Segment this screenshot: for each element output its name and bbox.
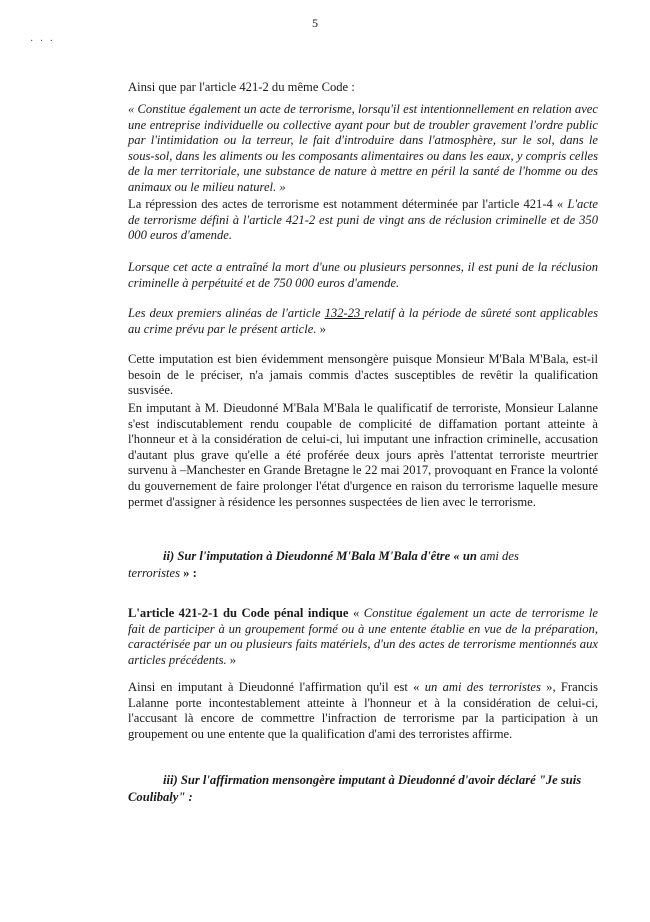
paragraph-repression <box>128 197 598 244</box>
heading-ii-italic-2: terroristes <box>128 566 181 580</box>
repression-quote: L'acte de terrorisme défini à l'article 421-2 est puni de vingt ans de réclusion criminelle et de 350 000 euros d'amende. <box>128 197 598 243</box>
heading-ii-italic: ami des <box>480 549 519 563</box>
intro-line: Ainsi que par l'article 421-2 du même Code : <box>128 80 355 94</box>
margin-marks: · · · <box>30 36 55 47</box>
paragraph-surete <box>128 306 598 337</box>
paragraph-ami-des-terroristes <box>128 680 598 742</box>
ami-text-b: », Francis Lalanne porte incontestablement atteinte à l'honneur et à la considération de celui-ci, l'accusant là encore de commettre l'infraction de terrorisme par la participation à un groupement ou une entente que la qualification d'ami des terroristes affirme. <box>128 680 598 741</box>
article-132-23-link[interactable]: 132-23 <box>324 306 365 320</box>
heading-iii-italic-2: Coulibaly <box>128 790 179 804</box>
article-421-2-1-open: « <box>352 606 364 620</box>
article-421-2-1-close: » <box>226 652 237 667</box>
ami-text-a: Ainsi en imputant à Dieudonné l'affirmation qu'il est « <box>128 680 425 694</box>
heading-section-ii <box>163 549 603 565</box>
heading-section-ii-line2 <box>128 566 598 582</box>
page-number: 5 <box>312 16 318 30</box>
article-421-2-1-quote: Constitue également un acte de terrorisme le fait de participer à un groupement formé ou à une entente établie en vue de la préparation, caractérisée par un ou plusieurs faits matériels, d'un des actes de terrorisme mentionnés aux articles précédents. <box>128 606 598 667</box>
paragraph-lalanne: En imputant à M. Dieudonné M'Bala M'Bala le qualificatif de terroriste, Monsieur Lalanne s'est indiscutablement rendu coupable de complicité de diffamation portant atteinte à l'honneur et à la considération de celui-ci, lui imputant une infraction criminelle, accusation d'autant plus grave qu'elle a été proférée deux jours après l'attentat terroriste meurtrier survenu à –Manchester en Grande Bretagne le 22 mai 2017, provoquant en France la volonté du gouvernement de faire prolonger l'état d'urgence en raison du terrorisme laquelle mesure permet d'assigner à résidence les personnes suspectées de lien avec le terrorisme. <box>128 401 598 509</box>
surete-close: » <box>316 321 326 336</box>
heading-iii-end: " : <box>178 790 193 804</box>
heading-ii-text: ii) Sur l'imputation à Dieudonné M'Bala M'Bala d'être « un <box>163 549 481 563</box>
repression-text: La répression des actes de terrorisme est notamment déterminée par l'article 421-4 « <box>128 197 568 211</box>
heading-section-iii-line2 <box>128 790 598 806</box>
surete-text-b: relatif à la période de sûreté sont applicables au crime prévu par le présent article. <box>128 306 599 336</box>
heading-ii-line1 <box>163 549 603 565</box>
heading-section-iii <box>163 773 603 789</box>
heading-ii-end: » : <box>180 566 197 580</box>
article-421-2-1-label: L'article 421-2-1 du Code pénal indique <box>128 606 353 620</box>
surete-text-a: Les deux premiers alinéas de l'article <box>128 306 325 320</box>
heading-iii-text: iii) Sur l'affirmation mensongère imputant à Dieudonné d'avoir déclaré " <box>163 773 546 787</box>
paragraph-article-421-2-1 <box>128 606 598 668</box>
paragraph-death-penalty: Lorsque cet acte a entraîné la mort d'une ou plusieurs personnes, il est puni de la réclusion criminelle à perpétuité et de 750 000 euros d'amende. <box>128 260 598 290</box>
ami-italic: un ami des terroristes <box>424 680 541 694</box>
paragraph-imputation: Cette imputation est bien évidemment mensongère puisque Monsieur M'Bala M'Bala, est-il besoin de le préciser, n'a jamais commis d'actes susceptibles de revêtir la qualification susvisée. <box>128 352 598 398</box>
heading-iii-italic: Je suis <box>545 773 582 787</box>
quote-article-421-2: « Constitue également un acte de terrorisme, lorsqu'il est intentionnellement en relation avec une entreprise individuelle ou collective ayant pour but de troubler gravement l'ordre public par l'intimidation ou la terreur, le fait d'introduire dans l'atmosphère, sur le sol, dans le sous-sol, dans les aliments ou les composants alimentaires ou dans les eaux, y compris celles de la mer territoriale, une substance de nature à mettre en péril la santé de l'homme ou des animaux ou le milieu naturel. » <box>128 102 598 194</box>
